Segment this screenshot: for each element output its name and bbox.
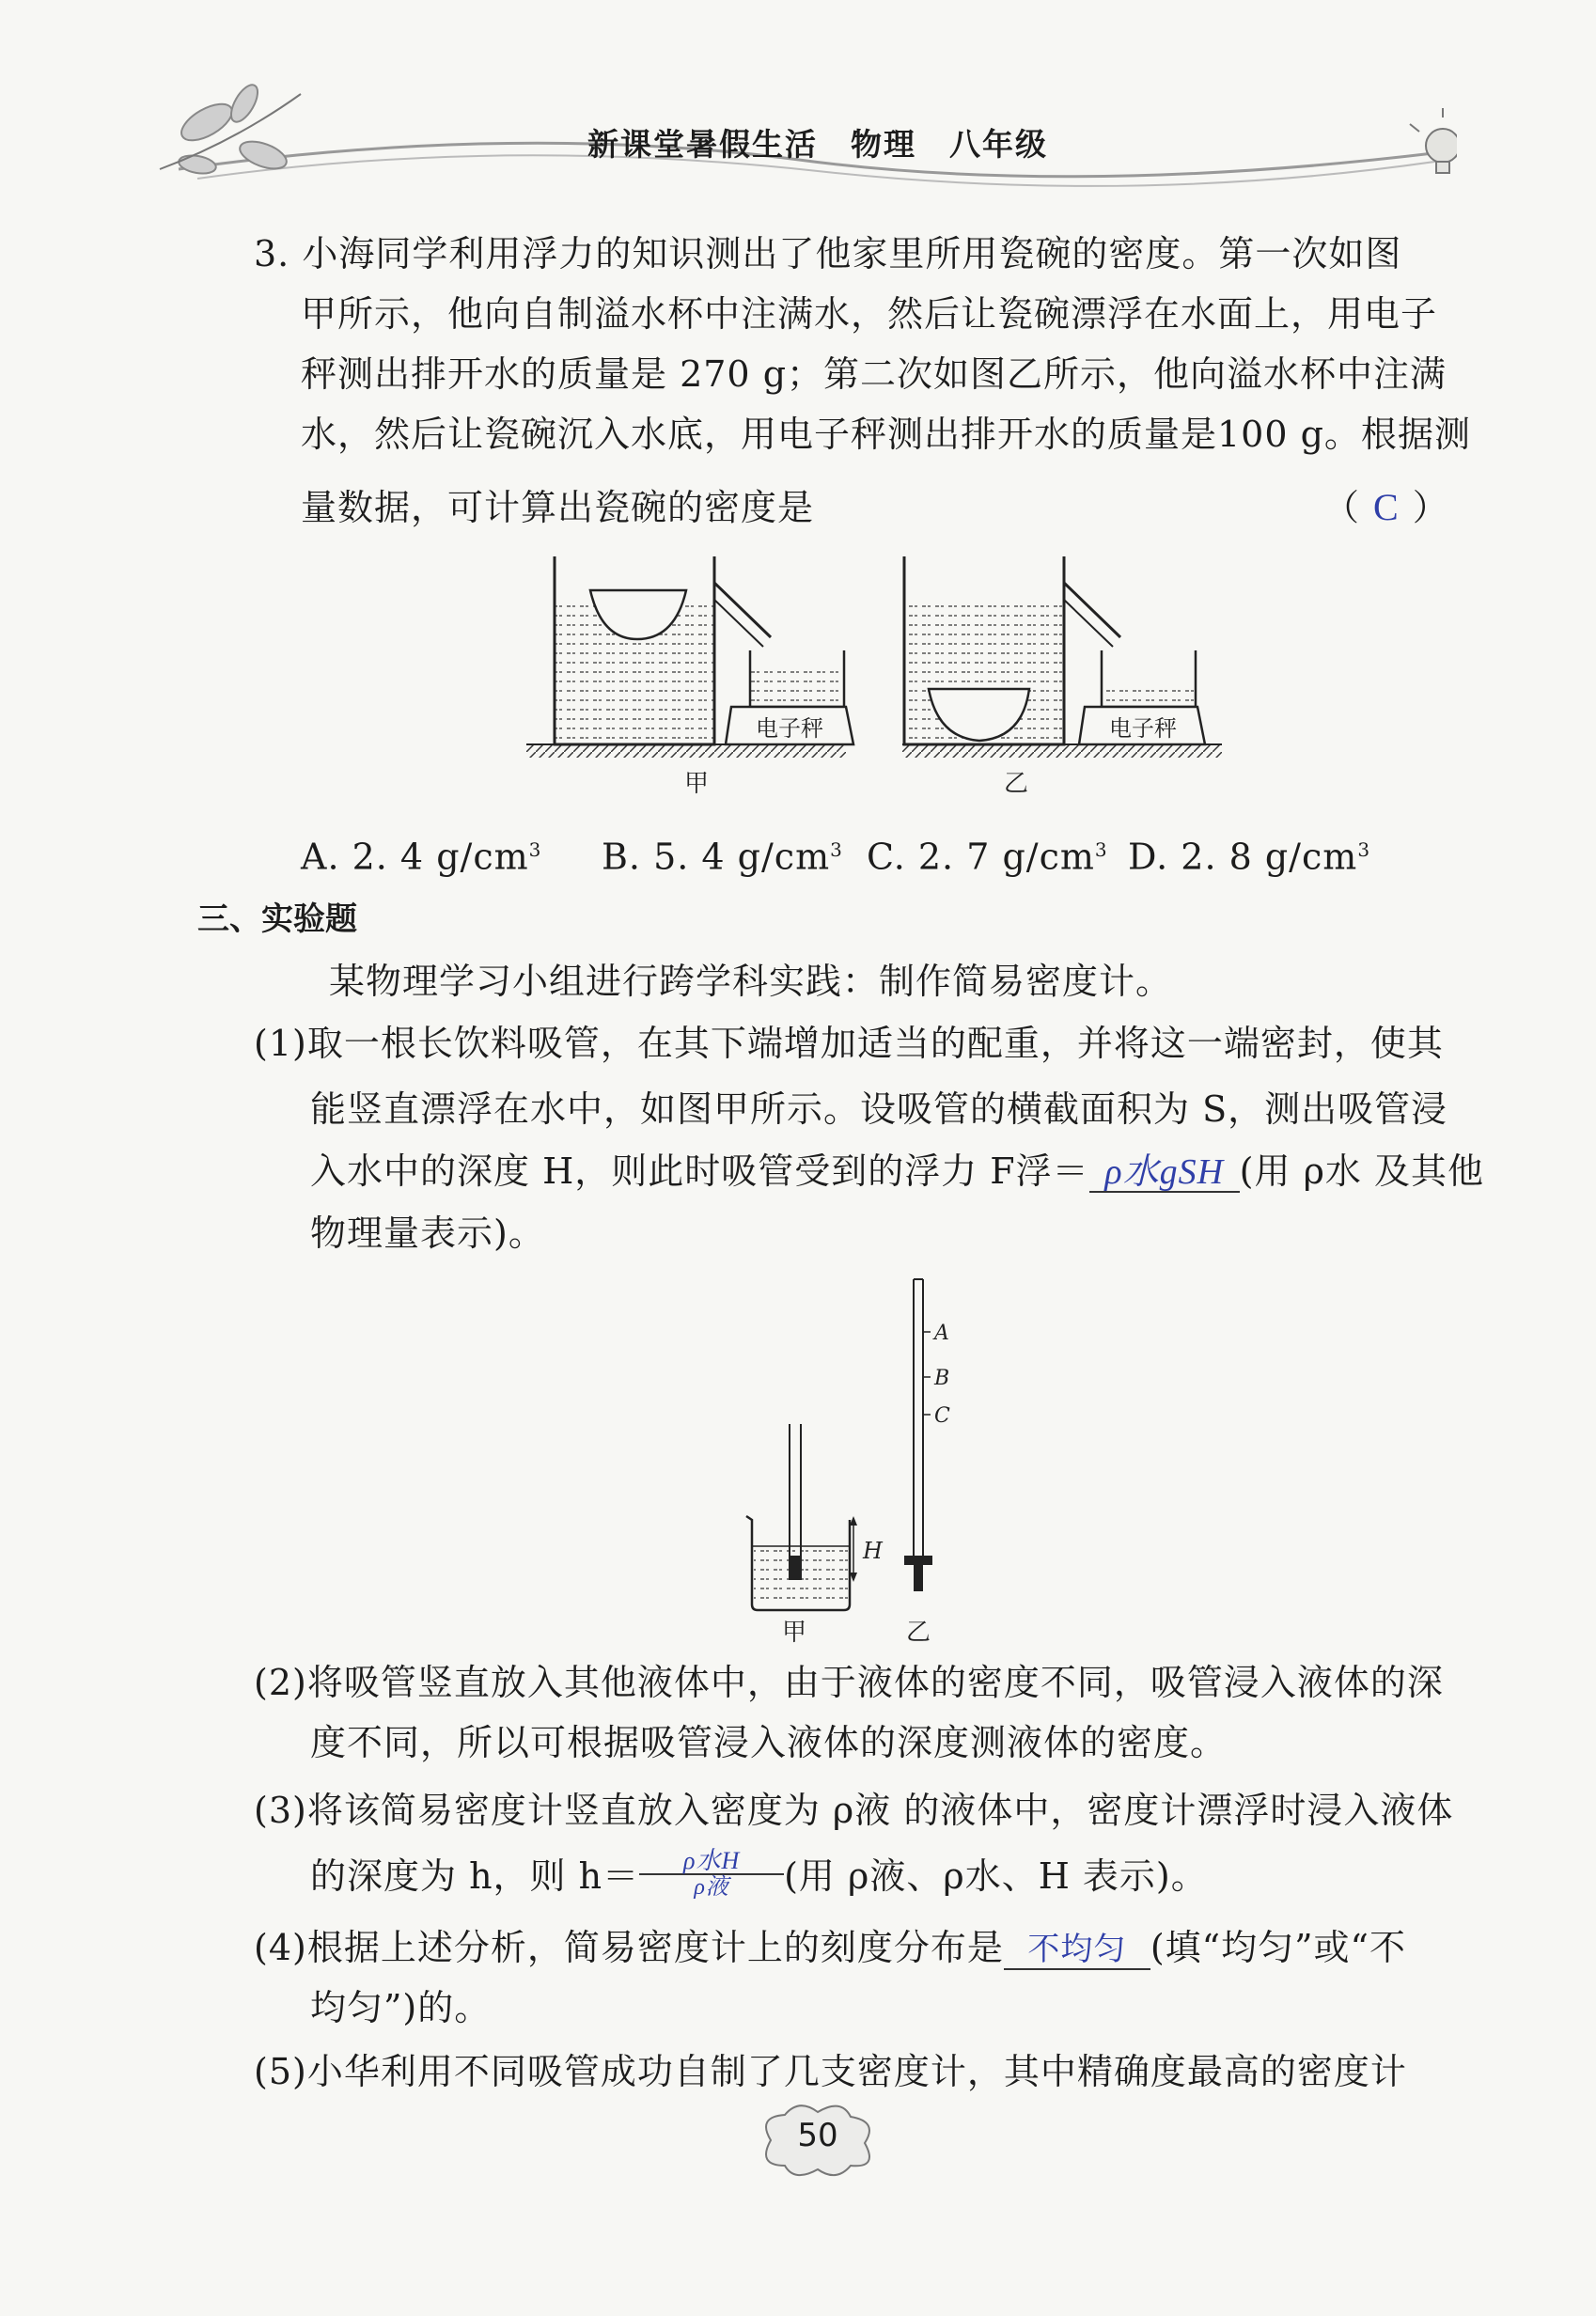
q3-answer: C [1373, 486, 1400, 528]
fraction-numerator: ρ水H [682, 1846, 741, 1874]
q3-line-2: 甲所示，他向自制溢水杯中注满水，然后让瓷碗漂浮在水面上，用电子 [301, 293, 1438, 335]
caption-yi: 乙 [1004, 770, 1029, 798]
p4-line-2: 均匀”)的。 [310, 1987, 492, 2028]
section-title: 三、实验题 [197, 900, 357, 938]
p1-line-4: 物理量表示)。 [310, 1213, 545, 1254]
p3-line-1: (3)将该简易密度计竖直放入密度为 ρ液 的液体中，密度计漂浮时浸入液体 [254, 1790, 1454, 1831]
label-c: C [934, 1404, 950, 1428]
q3-line-1: 3. 小海同学利用浮力的知识测出了他家里所用瓷碗的密度。第一次如图 [254, 233, 1402, 274]
page-header-title: 新课堂暑假生活 物理 八年级 [587, 126, 1048, 163]
p1-line-1: (1)取一根长饮料吸管，在其下端增加适当的配重，并将这一端密封，使其 [254, 1023, 1444, 1064]
option-d: D. 2. 8 $g/cm^3$ [1128, 836, 1371, 878]
figure-jia [526, 556, 853, 798]
option-a: A. 2. 4 $g/cm^3$ [301, 836, 542, 878]
straw-scale [904, 1279, 950, 1647]
q3-line-4: 水，然后让瓷碗沉入水底，用电子秤测出排开水的质量是100 g。根据测 [301, 414, 1471, 455]
option-c: C. 2. 7 $g/cm^3$ [867, 836, 1108, 878]
q3-line-3: 秤测出排开水的质量是 270 g；第二次如图乙所示，他向溢水杯中注满 [301, 353, 1447, 395]
density-meter-figure [733, 1274, 978, 1650]
p1-answer: ρ水gSH [1089, 1153, 1240, 1193]
p1-line-3: 入水中的深度 H，则此时吸管受到的浮力 F浮＝ ρ水gSH (用 ρ水 及其他 [310, 1150, 1484, 1192]
p1-line-2: 能竖直漂浮在水中，如图甲所示。设吸管的横截面积为 S，测出吸管浸 [310, 1088, 1448, 1130]
page-number: 50 [797, 2117, 838, 2154]
overflow-cup-figure [526, 545, 1222, 799]
option-b: B. 5. 4 $g/cm^3$ [602, 836, 843, 878]
scale-label-yi: 电子秤 [1109, 715, 1177, 742]
q3-answer-bracket: （ C ） [1323, 486, 1449, 528]
caption-yi-2: 乙 [906, 1619, 931, 1647]
p3-answer-fraction [639, 1846, 784, 1900]
section-intro: 某物理学习小组进行跨学科实践：制作简易密度计。 [329, 961, 1173, 1002]
p4-answer: 不均匀 [1004, 1931, 1150, 1970]
p3-line-2: 的深度为 h，则 h＝ ρ水H ρ液 (用 ρ液、ρ水、H 表示)。 [310, 1846, 1208, 1900]
fraction-denominator: ρ液 [694, 1874, 729, 1900]
label-h: H [863, 1538, 883, 1564]
caption-jia: 甲 [684, 770, 710, 798]
scale-label-jia: 电子秤 [756, 715, 823, 742]
q3-line-5: 量数据，可计算出瓷碗的密度是 [301, 487, 815, 528]
p4-line-1: (4)根据上述分析，简易密度计上的刻度分布是 不均匀 (填“均匀”或“不 [254, 1927, 1406, 1968]
label-b: B [934, 1367, 950, 1390]
caption-jia-2: 甲 [782, 1619, 807, 1647]
label-a: A [934, 1322, 949, 1345]
beaker [746, 1424, 884, 1647]
p2-line-1: (2)将吸管竖直放入其他液体中，由于液体的密度不同，吸管浸入液体的深 [254, 1662, 1444, 1703]
figure-yi [902, 556, 1222, 798]
p2-line-2: 度不同，所以可根据吸管浸入液体的深度测液体的密度。 [310, 1722, 1228, 1763]
p5-line-1: (5)小华利用不同吸管成功自制了几支密度计，其中精确度最高的密度计 [254, 2051, 1407, 2092]
